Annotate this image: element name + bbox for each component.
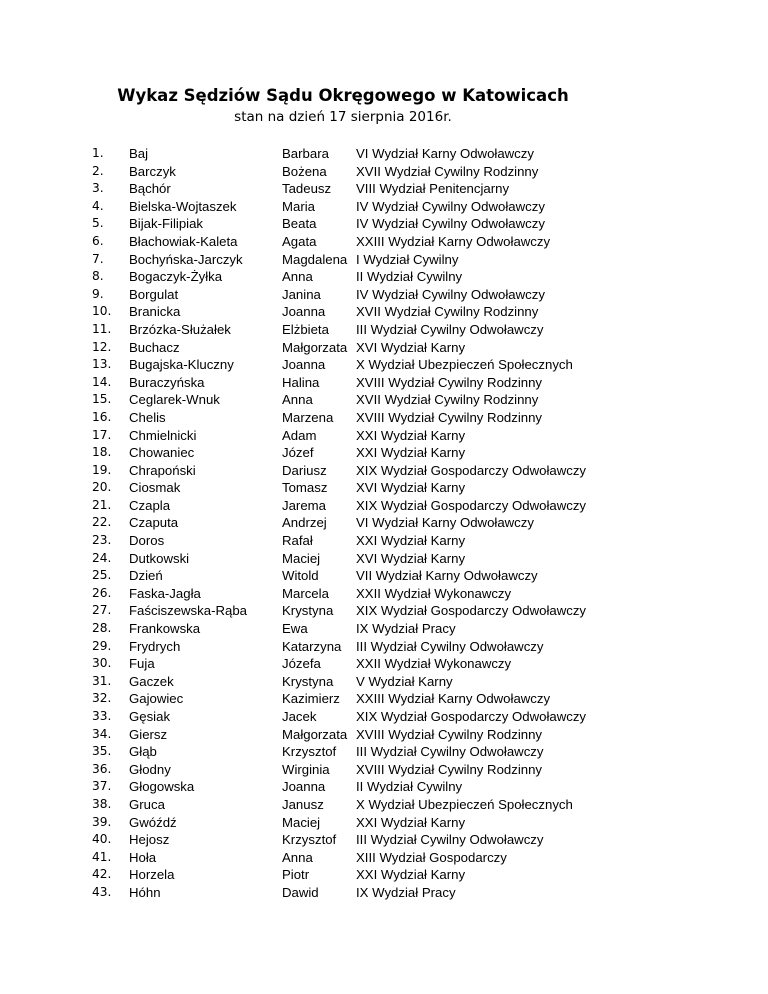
table-row bbox=[0, 849, 768, 867]
surname-cell: Horzela bbox=[129, 867, 175, 883]
first-name-cell: Elżbieta bbox=[282, 321, 329, 337]
first-name-cell: Anna bbox=[282, 392, 313, 408]
first-name-cell: Rafał bbox=[282, 533, 313, 549]
row-number: 24. bbox=[92, 550, 112, 565]
row-number: 41. bbox=[92, 849, 112, 864]
department-cell: XXI Wydział Karny bbox=[356, 427, 466, 443]
surname-cell: Dzień bbox=[129, 568, 163, 584]
row-number: 26. bbox=[92, 585, 112, 600]
row-number: 20. bbox=[92, 480, 112, 495]
table-row bbox=[0, 180, 768, 198]
first-name-cell: Maciej bbox=[282, 814, 321, 830]
table-row bbox=[0, 620, 768, 638]
surname-cell: Gwóźdź bbox=[129, 814, 177, 830]
surname-cell: Frydrych bbox=[129, 638, 181, 654]
department-cell: IV Wydział Cywilny Odwoławczy bbox=[356, 198, 545, 214]
first-name-cell: Witold bbox=[282, 568, 319, 584]
table-row bbox=[0, 708, 768, 726]
table-row bbox=[0, 444, 768, 462]
department-cell: XIX Wydział Gospodarczy Odwoławczy bbox=[356, 462, 587, 478]
surname-cell: Chrapoński bbox=[129, 462, 196, 478]
first-name-cell: Piotr bbox=[282, 867, 310, 883]
first-name-cell: Jarema bbox=[282, 497, 326, 513]
department-cell: XVII Wydział Cywilny Rodzinny bbox=[356, 392, 539, 408]
department-cell: XVIII Wydział Cywilny Rodzinny bbox=[356, 409, 543, 425]
department-cell: XIX Wydział Gospodarczy Odwoławczy bbox=[356, 497, 587, 513]
surname-cell: Gęsiak bbox=[129, 709, 171, 724]
surname-cell: Buchacz bbox=[129, 339, 180, 355]
first-name-cell: Dawid bbox=[282, 884, 319, 900]
surname-cell: Bąchór bbox=[129, 181, 171, 197]
table-row bbox=[0, 303, 768, 321]
table-row bbox=[0, 374, 768, 392]
table-row bbox=[0, 391, 768, 409]
row-number: 35. bbox=[92, 744, 112, 759]
document-title: Wykaz Sędziów Sądu Okręgowego w Katowicach bbox=[117, 86, 569, 105]
surname-cell: Branicka bbox=[129, 304, 181, 320]
row-number: 40. bbox=[92, 832, 112, 847]
first-name-cell: Jacek bbox=[282, 709, 317, 724]
surname-cell: Barczyk bbox=[129, 163, 176, 179]
surname-cell: Gajowiec bbox=[129, 691, 184, 707]
table-row bbox=[0, 286, 768, 304]
table-row bbox=[0, 884, 768, 902]
surname-cell: Czapla bbox=[129, 497, 171, 513]
table-row bbox=[0, 831, 768, 849]
surname-cell: Fuja bbox=[129, 656, 155, 672]
department-cell: IX Wydział Pracy bbox=[356, 621, 456, 637]
surname-cell: Brzózka-Służałek bbox=[129, 321, 231, 337]
row-number: 8. bbox=[92, 269, 104, 284]
department-cell: VI Wydział Karny Odwoławczy bbox=[356, 146, 534, 161]
department-cell: VII Wydział Karny Odwoławczy bbox=[356, 568, 538, 584]
table-row bbox=[0, 655, 768, 673]
table-row bbox=[0, 233, 768, 251]
first-name-cell: Dariusz bbox=[282, 462, 327, 478]
first-name-cell: Andrzej bbox=[282, 515, 327, 531]
surname-cell: Ciosmak bbox=[129, 480, 181, 496]
department-cell: IV Wydział Cywilny Odwoławczy bbox=[356, 286, 545, 302]
department-cell: III Wydział Cywilny Odwoławczy bbox=[356, 744, 544, 760]
surname-cell: Hoła bbox=[129, 849, 157, 865]
first-name-cell: Barbara bbox=[282, 146, 329, 161]
table-row bbox=[0, 814, 768, 832]
table-row bbox=[0, 145, 768, 163]
row-number: 22. bbox=[92, 515, 112, 530]
first-name-cell: Joanna bbox=[282, 779, 326, 795]
surname-cell: Faska-Jagła bbox=[129, 585, 201, 601]
row-number: 7. bbox=[92, 251, 104, 266]
table-row bbox=[0, 690, 768, 708]
first-name-cell: Halina bbox=[282, 374, 320, 390]
surname-cell: Gaczek bbox=[129, 673, 174, 689]
first-name-cell: Anna bbox=[282, 849, 313, 865]
table-row bbox=[0, 567, 768, 585]
row-number: 10. bbox=[92, 304, 112, 319]
surname-cell: Buraczyńska bbox=[129, 374, 205, 390]
row-number: 39. bbox=[92, 814, 112, 829]
surname-cell: Gruca bbox=[129, 796, 165, 812]
row-number: 30. bbox=[92, 656, 112, 671]
table-row bbox=[0, 778, 768, 796]
table-row bbox=[0, 163, 768, 181]
surname-cell: Chelis bbox=[129, 409, 166, 425]
row-number: 15. bbox=[92, 392, 112, 407]
table-row bbox=[0, 356, 768, 374]
row-number: 43. bbox=[92, 884, 112, 899]
surname-cell: Borgulat bbox=[129, 286, 179, 302]
row-number: 19. bbox=[92, 462, 112, 477]
row-number: 11. bbox=[92, 321, 112, 336]
judges-table bbox=[0, 145, 768, 902]
row-number: 33. bbox=[92, 709, 112, 723]
table-row bbox=[0, 514, 768, 532]
row-number: 37. bbox=[92, 779, 112, 794]
first-name-cell: Joanna bbox=[282, 357, 326, 373]
department-cell: XVI Wydział Karny bbox=[356, 480, 466, 496]
department-cell: XXI Wydział Karny bbox=[356, 445, 466, 461]
first-name-cell: Marzena bbox=[282, 409, 334, 425]
surname-cell: Bielska-Wojtaszek bbox=[129, 198, 237, 214]
first-name-cell: Marcela bbox=[282, 585, 329, 601]
first-name-cell: Katarzyna bbox=[282, 638, 342, 654]
surname-cell: Błachowiak-Kaleta bbox=[129, 233, 238, 249]
surname-cell: Czaputa bbox=[129, 515, 179, 531]
table-row bbox=[0, 321, 768, 339]
table-row bbox=[0, 462, 768, 480]
surname-cell: Ceglarek-Wnuk bbox=[129, 392, 220, 408]
first-name-cell: Małgorzata bbox=[282, 726, 348, 742]
first-name-cell: Janusz bbox=[282, 796, 324, 812]
first-name-cell: Krystyna bbox=[282, 673, 334, 689]
row-number: 21. bbox=[92, 497, 112, 512]
table-row bbox=[0, 866, 768, 884]
first-name-cell: Magdalena bbox=[282, 251, 348, 267]
department-cell: III Wydział Cywilny Odwoławczy bbox=[356, 638, 544, 654]
department-cell: XXII Wydział Wykonawczy bbox=[356, 585, 512, 601]
department-cell: X Wydział Ubezpieczeń Społecznych bbox=[356, 796, 573, 812]
department-cell: XVIII Wydział Cywilny Rodzinny bbox=[356, 726, 543, 742]
row-number: 28. bbox=[92, 621, 112, 636]
row-number: 9. bbox=[92, 286, 104, 301]
department-cell: XXIII Wydział Karny Odwoławczy bbox=[356, 691, 551, 707]
first-name-cell: Krzysztof bbox=[282, 744, 337, 760]
table-row bbox=[0, 409, 768, 427]
table-row bbox=[0, 198, 768, 216]
row-number: 14. bbox=[92, 374, 112, 389]
department-cell: X Wydział Ubezpieczeń Społecznych bbox=[356, 357, 573, 373]
first-name-cell: Maria bbox=[282, 198, 315, 214]
surname-cell: Bogaczyk-Żyłka bbox=[129, 269, 223, 285]
department-cell: XXIII Wydział Karny Odwoławczy bbox=[356, 233, 551, 249]
department-cell: IX Wydział Pracy bbox=[356, 884, 456, 900]
surname-cell: Głogowska bbox=[129, 779, 195, 795]
first-name-cell: Joanna bbox=[282, 304, 326, 320]
row-number: 13. bbox=[92, 357, 112, 372]
surname-cell: Głąb bbox=[129, 744, 157, 760]
table-row bbox=[0, 638, 768, 656]
first-name-cell: Kazimierz bbox=[282, 691, 340, 707]
table-row bbox=[0, 743, 768, 761]
department-cell: V Wydział Karny bbox=[356, 673, 453, 689]
first-name-cell: Maciej bbox=[282, 550, 321, 566]
row-number: 23. bbox=[92, 533, 112, 548]
row-number: 34. bbox=[92, 726, 112, 741]
first-name-cell: Bożena bbox=[282, 163, 327, 179]
table-row bbox=[0, 427, 768, 445]
department-cell: I Wydział Cywilny bbox=[356, 251, 459, 267]
table-row bbox=[0, 550, 768, 568]
row-number: 31. bbox=[92, 673, 112, 688]
first-name-cell: Tomasz bbox=[282, 480, 328, 496]
table-row bbox=[0, 215, 768, 233]
surname-cell: Hóhn bbox=[129, 884, 161, 900]
department-cell: XVI Wydział Karny bbox=[356, 550, 466, 566]
table-row bbox=[0, 585, 768, 603]
department-cell: VIII Wydział Penitencjarny bbox=[356, 181, 510, 197]
department-cell: XXI Wydział Karny bbox=[356, 814, 466, 830]
surname-cell: Baj bbox=[129, 146, 149, 161]
first-name-cell: Anna bbox=[282, 269, 313, 285]
table-row bbox=[0, 602, 768, 620]
surname-cell: Bugajska-Kluczny bbox=[129, 357, 234, 373]
department-cell: XXI Wydział Karny bbox=[356, 533, 466, 549]
department-cell: XIX Wydział Gospodarczy Odwoławczy bbox=[356, 709, 587, 724]
first-name-cell: Adam bbox=[282, 427, 317, 443]
row-number: 5. bbox=[92, 216, 104, 231]
first-name-cell: Beata bbox=[282, 216, 317, 232]
document-subtitle: stan na dzień 17 sierpnia 2016r. bbox=[234, 109, 452, 125]
table-row bbox=[0, 796, 768, 814]
first-name-cell: Józefa bbox=[282, 656, 321, 672]
row-number: 2. bbox=[92, 163, 104, 178]
table-row bbox=[0, 532, 768, 550]
department-cell: XXII Wydział Wykonawczy bbox=[356, 656, 512, 672]
table-row bbox=[0, 479, 768, 497]
surname-cell: Bochyńska-Jarczyk bbox=[129, 251, 243, 267]
surname-cell: Hejosz bbox=[129, 832, 170, 848]
surname-cell: Faściszewska-Rąba bbox=[129, 603, 247, 619]
first-name-cell: Wirginia bbox=[282, 761, 330, 777]
first-name-cell: Krystyna bbox=[282, 603, 334, 619]
first-name-cell: Tadeusz bbox=[282, 181, 332, 197]
surname-cell: Giersz bbox=[129, 726, 168, 742]
department-cell: VI Wydział Karny Odwoławczy bbox=[356, 515, 534, 531]
department-cell: III Wydział Cywilny Odwoławczy bbox=[356, 832, 544, 848]
row-number: 38. bbox=[92, 796, 112, 811]
row-number: 12. bbox=[92, 339, 112, 354]
table-row bbox=[0, 268, 768, 286]
department-cell: XVIII Wydział Cywilny Rodzinny bbox=[356, 761, 543, 777]
table-row bbox=[0, 497, 768, 515]
table-row bbox=[0, 251, 768, 269]
first-name-cell: Ewa bbox=[282, 621, 308, 637]
first-name-cell: Józef bbox=[282, 445, 314, 461]
department-cell: III Wydział Cywilny Odwoławczy bbox=[356, 321, 544, 337]
row-number: 42. bbox=[92, 867, 112, 882]
first-name-cell: Agata bbox=[282, 233, 317, 249]
surname-cell: Chowaniec bbox=[129, 445, 195, 461]
department-cell: XIII Wydział Gospodarczy bbox=[356, 849, 507, 865]
surname-cell: Dutkowski bbox=[129, 550, 190, 566]
row-number: 16. bbox=[92, 409, 112, 424]
row-number: 29. bbox=[92, 638, 112, 653]
department-cell: XIX Wydział Gospodarczy Odwoławczy bbox=[356, 603, 587, 619]
table-row bbox=[0, 339, 768, 357]
surname-cell: Doros bbox=[129, 533, 165, 549]
surname-cell: Bijak-Filipiak bbox=[129, 216, 204, 232]
department-cell: IV Wydział Cywilny Odwoławczy bbox=[356, 216, 545, 232]
first-name-cell: Małgorzata bbox=[282, 339, 348, 355]
row-number: 17. bbox=[92, 427, 112, 442]
row-number: 25. bbox=[92, 568, 112, 583]
department-cell: XVI Wydział Karny bbox=[356, 339, 466, 355]
surname-cell: Chmielnicki bbox=[129, 427, 197, 443]
department-cell: II Wydział Cywilny bbox=[356, 269, 463, 285]
row-number: 27. bbox=[92, 603, 112, 618]
row-number: 6. bbox=[92, 233, 104, 248]
row-number: 36. bbox=[92, 761, 112, 776]
department-cell: XVII Wydział Cywilny Rodzinny bbox=[356, 163, 539, 179]
department-cell: XXI Wydział Karny bbox=[356, 867, 466, 883]
table-row bbox=[0, 726, 768, 744]
row-number: 4. bbox=[92, 198, 104, 213]
first-name-cell: Janina bbox=[282, 286, 321, 302]
row-number: 1. bbox=[92, 146, 104, 160]
row-number: 18. bbox=[92, 445, 112, 460]
row-number: 3. bbox=[92, 181, 104, 196]
table-row bbox=[0, 761, 768, 779]
department-cell: II Wydział Cywilny bbox=[356, 779, 463, 795]
row-number: 32. bbox=[92, 691, 112, 706]
department-cell: XVIII Wydział Cywilny Rodzinny bbox=[356, 374, 543, 390]
surname-cell: Głodny bbox=[129, 761, 171, 777]
surname-cell: Frankowska bbox=[129, 621, 201, 637]
table-row bbox=[0, 673, 768, 691]
first-name-cell: Krzysztof bbox=[282, 832, 337, 848]
department-cell: XVII Wydział Cywilny Rodzinny bbox=[356, 304, 539, 320]
